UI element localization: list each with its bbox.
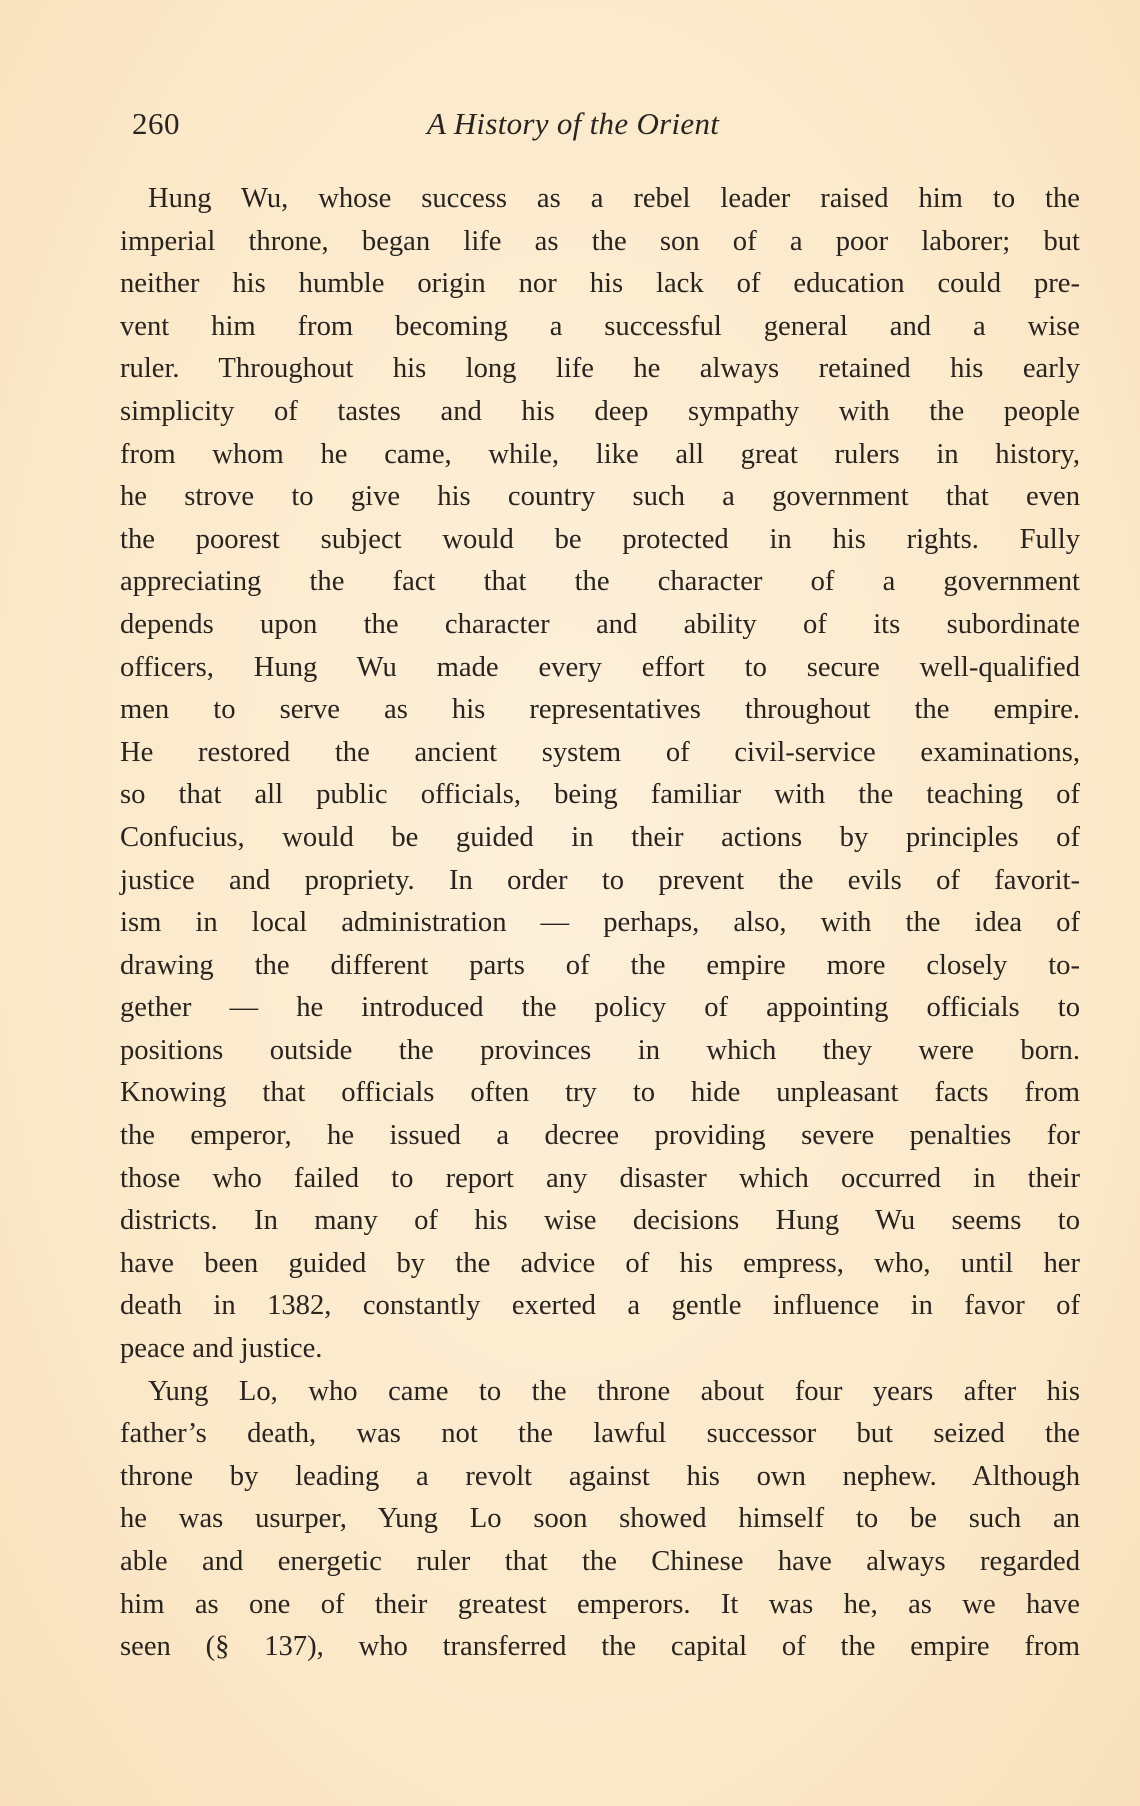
running-title: A History of the Orient (427, 106, 720, 141)
text-line: death in 1382, constantly exerted a gentle influence in favor of (120, 1290, 1080, 1322)
text-line: Yung Lo, who came to the throne about four years after his (148, 1375, 1080, 1407)
text-line: Knowing that officials often try to hide unpleasant facts from (120, 1077, 1080, 1109)
text-line: men to serve as his representatives throughout the empire. (120, 694, 1080, 726)
text-line: from whom he came, while, like all great rulers in history, (120, 438, 1080, 470)
text-line: justice and propriety. In order to prevent the evils of favorit- (120, 864, 1080, 896)
text-line: ruler. Throughout his long life he always retained his early (120, 353, 1080, 385)
text-line: throne by leading a revolt against his own nephew. Although (120, 1460, 1080, 1492)
body-text (120, 178, 1080, 1669)
text-line: able and energetic ruler that the Chinese have always regarded (120, 1546, 1080, 1577)
text-line: positions outside the provinces in which they were born. (120, 1034, 1080, 1066)
text-line: depends upon the character and ability of its subordinate (120, 608, 1080, 640)
text-line: have been guided by the advice of his empress, who, until her (120, 1247, 1080, 1279)
text-line: appreciating the fact that the character of a government (120, 566, 1080, 598)
text-line: gether — he introduced the policy of appointing officials to (120, 992, 1080, 1024)
text-line: imperial throne, began life as the son of a poor laborer; but (120, 225, 1080, 257)
text-line: those who failed to report any disaster which occurred in their (120, 1162, 1080, 1194)
text-line: peace and justice. (120, 1333, 323, 1365)
text-line: the poorest subject would be protected in his rights. Fully (120, 523, 1080, 555)
text-line: Confucius, would be guided in their actions by principles of (120, 821, 1080, 853)
text-line: Hung Wu, whose success as a rebel leader raised him to the (148, 183, 1080, 214)
text-line: districts. In many of his wise decisions Hung Wu seems to (120, 1205, 1080, 1237)
text-line: father’s death, was not the lawful successor but seized the (120, 1418, 1080, 1450)
text-line: so that all public officials, being familiar with the teaching of (120, 779, 1080, 811)
text-line: him as one of their greatest emperors. It was he, as we have (120, 1588, 1080, 1620)
text-line: he strove to give his country such a government that even (120, 481, 1080, 513)
text-line: he was usurper, Yung Lo soon showed himself to be such an (120, 1503, 1080, 1535)
text-line: ism in local administration — perhaps, also, with the idea of (120, 907, 1080, 939)
page-number: 260 (132, 106, 180, 141)
running-head (132, 106, 1082, 156)
text-line: He restored the ancient system of civil-service examinations, (120, 736, 1080, 768)
text-line: seen (§ 137), who transferred the capital of the empire from (120, 1631, 1080, 1663)
text-line: officers, Hung Wu made every effort to secure well-qualified (120, 651, 1080, 683)
text-line: vent him from becoming a successful general and a wise (120, 310, 1080, 342)
text-line: drawing the different parts of the empire more closely to- (120, 949, 1080, 981)
text-line: neither his humble origin nor his lack of education could pre- (120, 268, 1080, 300)
text-line: simplicity of tastes and his deep sympathy with the people (120, 395, 1080, 427)
text-line: the emperor, he issued a decree providing severe penalties for (120, 1120, 1080, 1152)
